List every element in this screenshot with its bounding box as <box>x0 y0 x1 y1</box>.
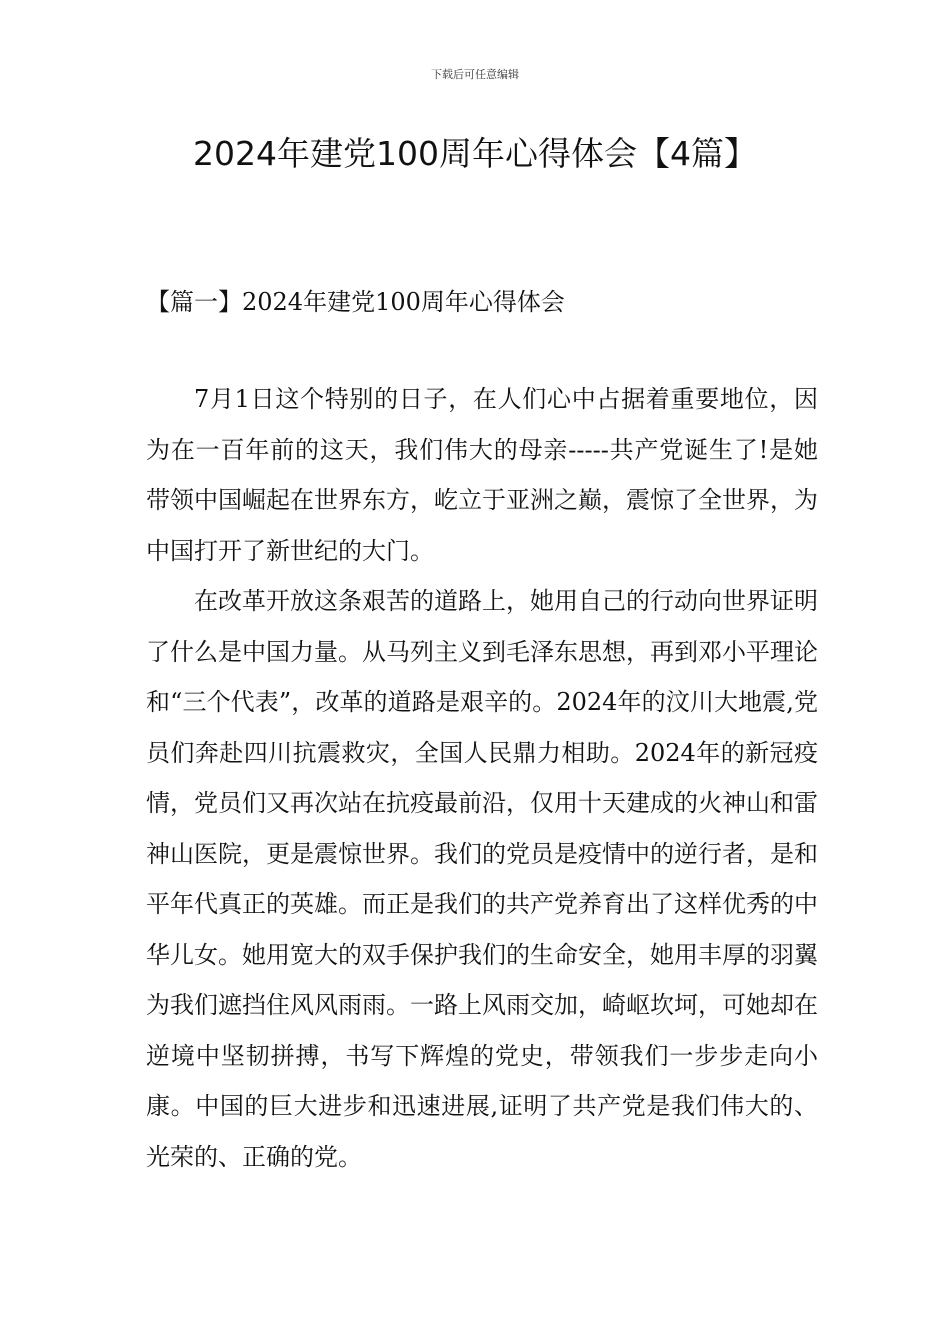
paragraph: 7月1日这个特别的日子，在人们心中占据着重要地位，因为在一百年前的这天，我们伟大的母亲-----共产党诞生了!是她带领中国崛起在世界东方，屹立于亚洲之巅，震惊了全世界，为中国打开了新世纪的大门。 <box>146 385 818 565</box>
document-title: 2024年建党100周年心得体会【4篇】 <box>193 134 757 173</box>
paragraph: 在改革开放这条艰苦的道路上，她用自己的行动向世界证明了什么是中国力量。从马列主义到毛泽东思想，再到邓小平理论和“三个代表”，改革的道路是艰辛的。2024年的汶川大地震,党员们奔赴四川抗震救灾，全国人民鼎力相助。2024年的新冠疫情，党员们又再次站在抗疫最前沿，仅用十天建成的火神山和雷神山医院，更是震惊世界。我们的党员是疫情中的逆行者，是和平年代真正的英雄。而正是我们的共产党养育出了这样优秀的中华儿女。她用宽大的双手保护我们的生命安全，她用丰厚的羽翼为我们遮挡住风风雨雨。一路上风雨交加，崎岖坎坷，可她却在逆境中坚韧拼搏，书写下辉煌的党史，带领我们一步步走向小康。中国的巨大进步和迅速进展,证明了共产党是我们伟大的、光荣的、正确的党。 <box>146 587 818 1171</box>
section-heading: 【篇一】2024年建党100周年心得体会 <box>146 288 565 316</box>
body-text <box>146 374 818 1182</box>
header-note: 下载后可任意编辑 <box>431 68 519 81</box>
